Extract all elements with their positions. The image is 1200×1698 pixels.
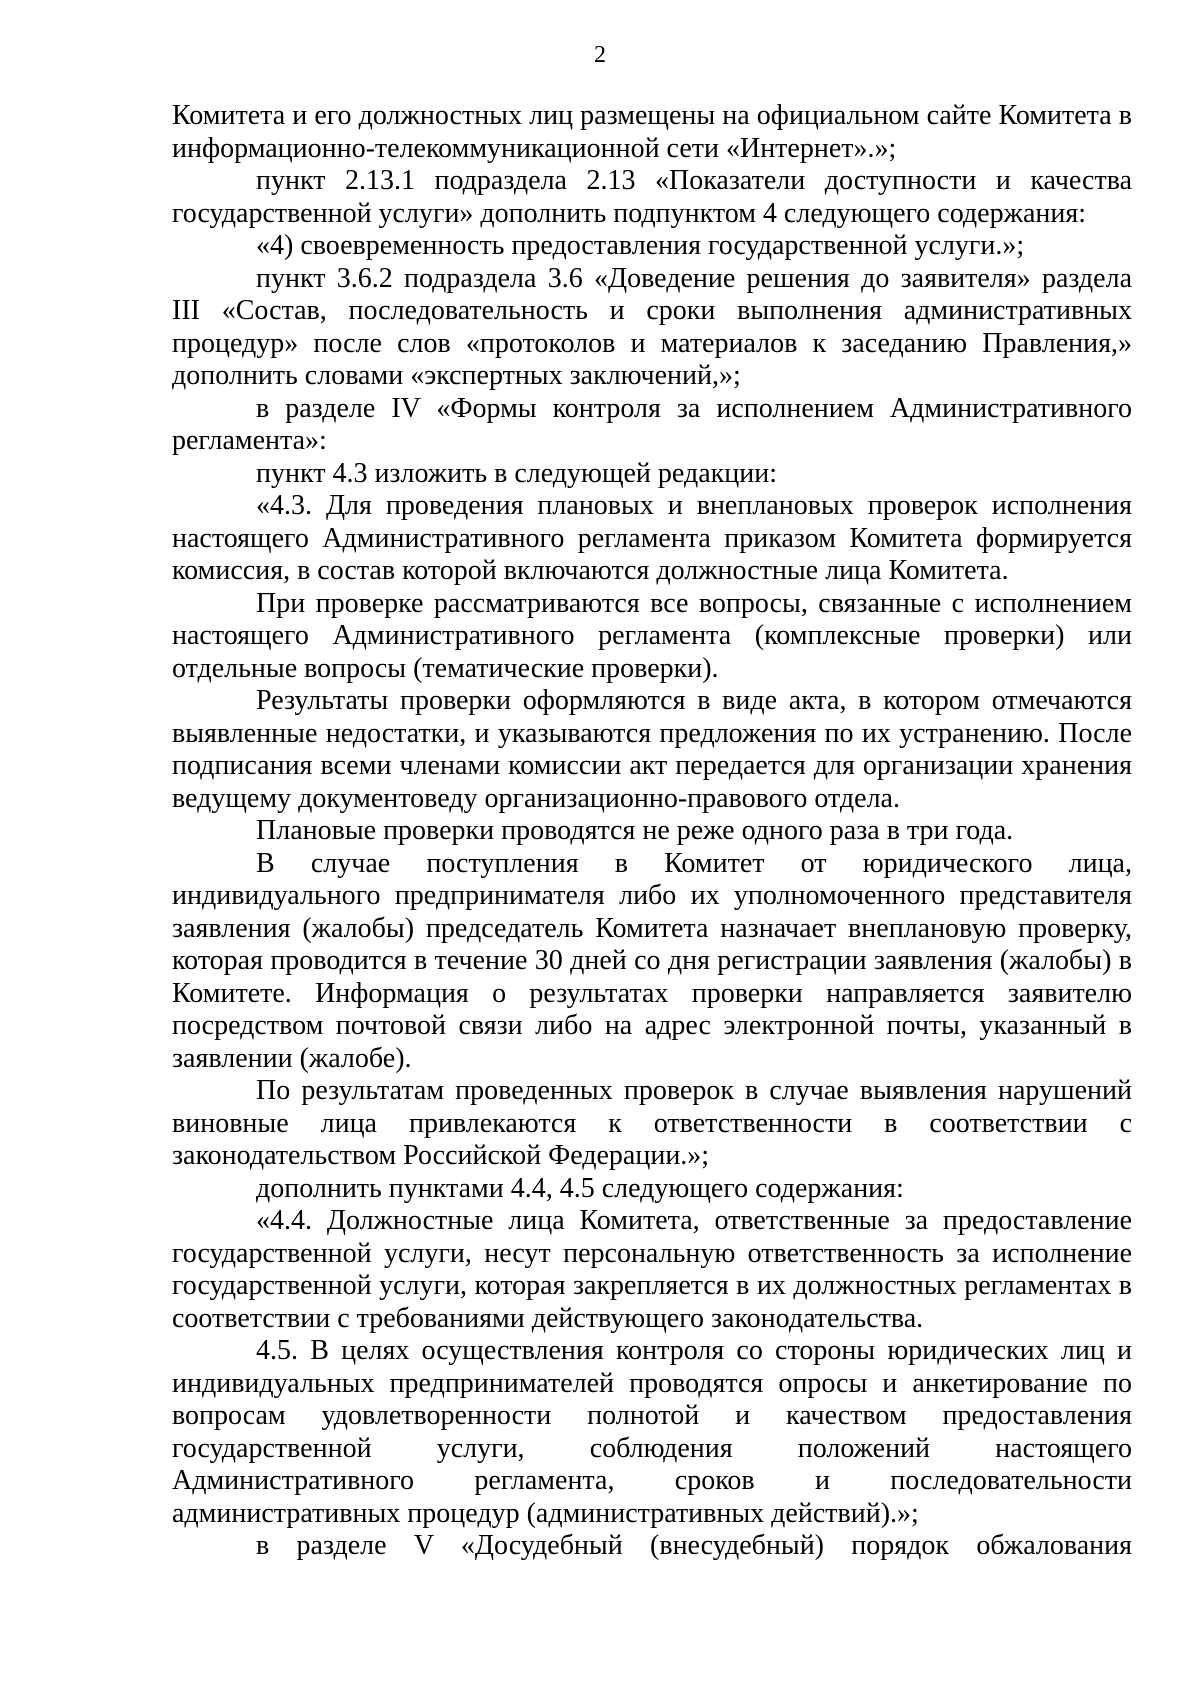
paragraph: «4.4. Должностные лица Комитета, ответственные за предоставление государственной услуги, несут персональную ответственность за исполнение государственной услуги, которая закрепляется в их должностных регламентах в соответствии с требованиями действующего законодательства. (172, 1205, 1132, 1334)
paragraph: «4.3. Для проведения плановых и внеплановых проверок исполнения настоящего Административного регламента приказом Комитета формируется комиссия, в состав которой включаются должностные лица Комитета. (172, 490, 1132, 586)
page-number: 2 (594, 42, 606, 68)
paragraph: дополнить пунктами 4.4, 4.5 следующего содержания: (256, 1172, 904, 1204)
paragraph: Плановые проверки проводятся не реже одного раза в три года. (256, 815, 1014, 846)
paragraph: По результатам проведенных проверок в случае выявления нарушений виновные лица привлекаются к ответственности в соответствии с законодательством Российской Федерации.»; (172, 1075, 1132, 1171)
paragraph: «4) своевременность предоставления государственной услуги.»; (256, 230, 1025, 261)
paragraph: пункт 4.3 изложить в следующей редакции: (256, 457, 777, 489)
paragraph: Результаты проверки оформляются в виде акта, в котором отмечаются выявленные недостатки, и указываются предложения по их устранению. После подписания всеми членами комиссии акт передается для организации хранения ведущему документоведу организационно-правового отдела. (172, 685, 1132, 814)
paragraph: При проверке рассматриваются все вопросы, связанные с исполнением настоящего Административного регламента (комплексные проверки) или отдельные вопросы (тематические проверки). (172, 587, 1132, 684)
paragraph: пункт 3.6.2 подраздела 3.6 «Доведение решения до заявителя» раздела III «Состав, последовательность и сроки выполнения административных процедур» после слов «протоколов и материалов к заседанию Правления,» дополнить словами «экспертных заключений,»; (172, 262, 1132, 391)
paragraph: пункт 2.13.1 подраздела 2.13 «Показатели доступности и качества государственной услуги» дополнить подпунктом 4 следующего содержания: (172, 165, 1132, 229)
paragraph: в разделе V «Досудебный (внесудебный) порядок обжалования (256, 1530, 1132, 1561)
paragraph: Комитета и его должностных лиц размещены на официальном сайте Комитета в информационно-телекоммуникационной сети «Интернет».»; (172, 100, 1132, 164)
paragraph: в разделе IV «Формы контроля за исполнением Административного регламента»: (172, 392, 1132, 456)
paragraph: В случае поступления в Комитет от юридического лица, индивидуального предпринимателя либо их уполномоченного представителя заявления (жалобы) председатель Комитета назначает внеплановую проверку, которая проводится в течение 30 дней со дня регистрации заявления (жалобы) в Комитете. Информация о результатах проверки направляется заявителю посредством почтовой связи либо на адрес электронной почты, указанный в заявлении (жалобе). (172, 847, 1132, 1074)
paragraph: 4.5. В целях осуществления контроля со стороны юридических лиц и индивидуальных предпринимателей проводятся опросы и анкетирование по вопросам удовлетворенности полнотой и качеством предоставления государственной услуги, соблюдения положений настоящего Административного регламента, сроков и последовательности административных процедур (административных действий).»; (172, 1335, 1132, 1529)
document-body (172, 100, 1132, 1563)
